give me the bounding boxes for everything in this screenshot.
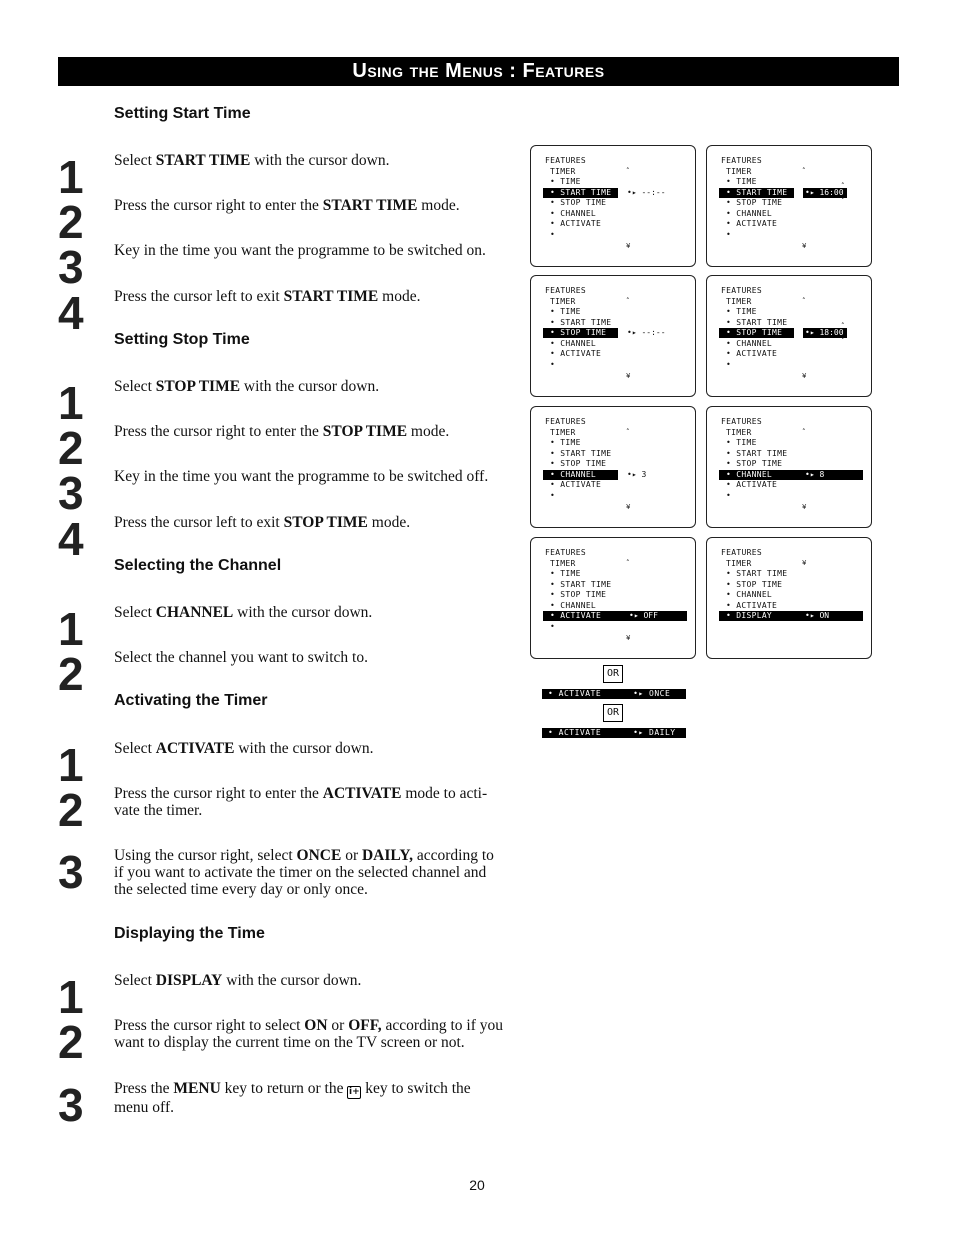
step-text <box>114 468 504 485</box>
scroll-down-icon: ¥ <box>626 242 631 250</box>
osd-menu-item: • <box>550 359 556 369</box>
osd-menu-item: • CHANNEL <box>543 470 618 480</box>
step-text <box>114 514 504 531</box>
step-plain-text: Select the channel you want to switch to. <box>114 649 368 666</box>
bar-item-label: • ACTIVATE <box>548 728 602 737</box>
osd-menu-item: • CHANNEL <box>550 338 597 348</box>
step-number: 2 <box>58 196 84 248</box>
osd-value-text: 16:00 <box>819 187 844 197</box>
cursor-right-icon: •▸ <box>601 689 650 698</box>
step-text-part: Press the cursor right to enter the <box>114 197 323 214</box>
osd-menu-item: • START TIME <box>726 448 788 458</box>
step-text <box>114 972 504 989</box>
scroll-down-icon: ¥ <box>626 634 631 642</box>
step-number: 3 <box>58 467 84 519</box>
scroll-down-icon: ¥ <box>626 372 631 380</box>
scroll-up-icon: ˄ <box>626 166 630 175</box>
step-text-part: mode. <box>407 423 450 440</box>
step-bold-term: START TIME <box>283 288 379 305</box>
osd-subtitle: TIMER <box>550 296 576 306</box>
step-text-part: Select <box>114 604 156 621</box>
step-bold-term: STOP TIME <box>283 514 368 531</box>
osd-menu-item: • ACTIVATE <box>726 219 778 228</box>
step-text-part: key to return or the <box>220 1080 348 1097</box>
step-number: 2 <box>58 1016 84 1068</box>
down-arrow-icon: ˅ <box>841 337 845 345</box>
or-label: OR <box>603 665 623 683</box>
cursor-right-icon: •▸ <box>805 469 820 479</box>
osd-menu-item: • ACTIVATE <box>550 349 602 358</box>
step-text-part: according to if you want to activate the timer on the selected channel and the selected time every day or only once. <box>114 847 494 898</box>
osd-value-text: --:-- <box>641 328 666 337</box>
page-number: 20 <box>469 1177 485 1193</box>
osd-screen <box>706 145 872 267</box>
osd-menu-item: • <box>550 490 556 500</box>
step-text-part: Press the cursor right to enter the <box>114 785 323 802</box>
step-bold-term: DISPLAY <box>155 972 223 989</box>
step-plain-text: Key in the time you want the programme to be switched off. <box>114 468 489 485</box>
cursor-right-icon: •▸ <box>805 187 820 197</box>
step-bold-term: OFF, <box>348 1017 382 1034</box>
step-bold-term: MENU <box>173 1080 221 1097</box>
step-number: 1 <box>58 151 84 203</box>
step-text <box>114 604 504 621</box>
osd-menu-item: • CHANNEL <box>726 590 773 599</box>
step-text-part: Using the cursor right, select <box>114 847 297 864</box>
osd-subtitle: TIMER <box>550 427 576 437</box>
step-bold-term: ONCE <box>296 847 342 864</box>
step-text <box>114 1080 504 1116</box>
osd-value <box>803 470 849 480</box>
step-text-part: with the cursor down. <box>250 152 390 169</box>
step-text-part: Select <box>114 740 156 757</box>
osd-menu-item: • <box>726 229 732 239</box>
step-number: 2 <box>58 784 84 836</box>
osd-menu-item: • ACTIVATE <box>550 219 602 228</box>
osd-menu-item: • <box>726 359 732 369</box>
up-arrow-icon: ˄ <box>841 181 845 190</box>
osd-menu-item: • CHANNEL <box>550 600 597 610</box>
osd-value <box>803 611 849 621</box>
osd-screen <box>530 537 696 659</box>
osd-screen <box>706 406 872 528</box>
osd-menu-item: • STOP TIME <box>550 590 607 599</box>
osd-menu-item: • START TIME <box>719 188 794 198</box>
osd-value <box>625 188 667 198</box>
osd-menu-item: • TIME <box>726 307 757 316</box>
step-text-part: with the cursor down. <box>234 740 374 757</box>
osd-subtitle: TIMER <box>726 166 752 176</box>
step-bold-term: DAILY, <box>361 847 413 864</box>
scroll-up-icon: ˄ <box>626 296 630 305</box>
osd-value-text: --:-- <box>641 187 666 197</box>
cursor-right-icon: •▸ <box>805 611 820 620</box>
step-text <box>114 740 504 757</box>
step-bold-term: STOP TIME <box>322 423 408 440</box>
bar-value-label: DAILY <box>649 728 676 737</box>
osd-screen <box>530 145 696 267</box>
scroll-up-icon: ˄ <box>802 166 806 175</box>
osd-value-text: 8 <box>819 469 825 479</box>
step-bold-term: CHANNEL <box>155 604 234 621</box>
osd-menu-item: • STOP TIME <box>726 459 783 468</box>
step-number: 4 <box>58 287 84 339</box>
scroll-down-icon: ¥ <box>802 503 807 511</box>
step-text-part: key to switch the menu off. <box>114 1080 471 1116</box>
scroll-up-icon: ˄ <box>626 427 630 436</box>
step-text-part: Press the <box>114 1080 174 1097</box>
activate-option-bar <box>542 728 686 738</box>
osd-menu-item: • TIME <box>726 438 757 447</box>
osd-screen <box>530 406 696 528</box>
step-text <box>114 649 504 666</box>
osd-title: FEATURES <box>721 286 762 295</box>
osd-value-text: 3 <box>641 469 647 479</box>
osd-menu-item: • STOP TIME <box>550 198 607 207</box>
step-text <box>114 242 504 259</box>
step-bold-term: ACTIVATE <box>155 740 235 757</box>
step-number: 2 <box>58 648 84 700</box>
down-arrow-icon: ˅ <box>841 196 845 205</box>
osd-menu-item: • ACTIVATE <box>726 600 778 610</box>
osd-title: FEATURES <box>721 156 762 165</box>
step-text-part: or <box>341 847 362 864</box>
cursor-right-icon: •▸ <box>805 328 820 337</box>
osd-menu-item: • <box>726 490 732 500</box>
step-bold-term: START TIME <box>155 152 251 169</box>
osd-title: FEATURES <box>545 156 586 165</box>
step-text-part: with the cursor down. <box>222 972 362 989</box>
cursor-right-icon: •▸ <box>627 469 642 479</box>
osd-value-text: ON <box>819 611 830 620</box>
osd-menu-item: • TIME <box>550 307 581 316</box>
info-key-icon: i+ <box>349 1087 360 1097</box>
scroll-up-icon: ˄ <box>802 427 806 436</box>
step-text <box>114 288 504 305</box>
step-bold-term: ON <box>304 1017 328 1034</box>
osd-title: FEATURES <box>545 548 586 557</box>
step-text-part: mode. <box>378 288 421 305</box>
osd-subtitle: TIMER <box>550 558 576 568</box>
step-number: 3 <box>58 846 84 898</box>
step-text <box>114 197 504 214</box>
activate-option-bar <box>542 689 686 699</box>
step-text-part: mode to acti-vate the timer. <box>114 785 488 819</box>
step-bold-term: STOP TIME <box>155 378 241 395</box>
step-text <box>114 1017 504 1051</box>
osd-menu-item: • CHANNEL <box>550 208 597 218</box>
osd-menu-item: • DISPLAY <box>719 611 863 621</box>
osd-menu-item: • ACTIVATE <box>543 611 687 621</box>
osd-subtitle: TIMER <box>726 427 752 437</box>
step-bold-term: ACTIVATE <box>322 785 402 802</box>
step-number: 1 <box>58 377 84 429</box>
step-number: 1 <box>58 739 84 791</box>
step-text <box>114 378 504 395</box>
scroll-down-icon: ¥ <box>802 372 807 380</box>
osd-menu-item: • START TIME <box>550 448 612 458</box>
osd-menu-item: • CHANNEL <box>719 470 863 480</box>
step-number: 1 <box>58 603 84 655</box>
step-number: 3 <box>58 1079 84 1131</box>
cursor-right-icon: •▸ <box>627 328 642 337</box>
osd-menu-item: • TIME <box>550 569 581 578</box>
osd-menu-item: • START TIME <box>550 579 612 589</box>
step-text <box>114 152 504 169</box>
step-text-part: Select <box>114 378 156 395</box>
step-text <box>114 847 504 898</box>
osd-subtitle: TIMER <box>726 296 752 306</box>
step-text-part: according to if you want to display the current time on the TV screen or not. <box>114 1017 504 1051</box>
step-number: 3 <box>58 241 84 293</box>
step-text-part: Select <box>114 152 156 169</box>
osd-menu-item: • CHANNEL <box>726 338 773 348</box>
osd-screen <box>706 275 872 397</box>
osd-value <box>627 611 673 621</box>
page-banner: Using the Menus : Features <box>58 57 899 86</box>
step-text <box>114 423 504 440</box>
scroll-up-icon: ˄ <box>802 296 806 305</box>
osd-title: FEATURES <box>721 417 762 426</box>
step-text-part: mode. <box>417 197 460 214</box>
section-heading: Activating the Timer <box>114 692 268 709</box>
osd-menu-item: • TIME <box>550 177 581 186</box>
section-heading: Selecting the Channel <box>114 557 282 574</box>
step-text-part: Press the cursor left to exit <box>114 514 284 531</box>
osd-title: FEATURES <box>721 548 762 557</box>
osd-menu-item: • START TIME <box>550 317 612 327</box>
osd-menu-item: • STOP TIME <box>719 328 794 338</box>
osd-screen <box>706 537 872 659</box>
step-text-part: Press the cursor left to exit <box>114 288 284 305</box>
osd-menu-item: • <box>550 229 556 239</box>
osd-value-text: OFF <box>643 611 658 620</box>
osd-menu-item: • ACTIVATE <box>550 480 602 489</box>
cursor-right-icon: •▸ <box>601 728 650 737</box>
osd-value <box>625 328 667 338</box>
bar-value-label: ONCE <box>649 689 671 698</box>
osd-subtitle: TIMER <box>550 166 576 176</box>
osd-menu-item: • CHANNEL <box>726 208 773 218</box>
scroll-up-icon: ˄ <box>626 558 630 567</box>
osd-value <box>625 470 667 480</box>
osd-value-text: 18:00 <box>819 328 844 337</box>
osd-subtitle: TIMER <box>726 558 752 568</box>
step-text-part: Press the cursor right to select <box>114 1017 305 1034</box>
osd-menu-item: • ACTIVATE <box>726 349 778 358</box>
osd-menu-item: • STOP TIME <box>726 579 783 589</box>
osd-menu-item: • STOP TIME <box>543 328 618 338</box>
osd-title: FEATURES <box>545 417 586 426</box>
osd-menu-item: • ACTIVATE <box>726 480 778 489</box>
step-bold-term: START TIME <box>322 197 418 214</box>
or-label: OR <box>603 704 623 722</box>
bar-item-label: • ACTIVATE <box>548 689 602 698</box>
osd-menu-item: • TIME <box>726 177 757 186</box>
section-heading: Setting Stop Time <box>114 331 250 348</box>
section-heading: Setting Start Time <box>114 105 251 122</box>
up-arrow-icon: ˄ <box>841 322 845 330</box>
osd-title: FEATURES <box>545 286 586 295</box>
step-text-part: Press the cursor right to enter the <box>114 423 323 440</box>
step-number: 1 <box>58 971 84 1023</box>
section-heading: Displaying the Time <box>114 925 265 942</box>
cursor-right-icon: •▸ <box>627 187 642 197</box>
scroll-down-icon: ¥ <box>626 503 631 511</box>
step-text-part: mode. <box>367 514 411 531</box>
osd-menu-item: • STOP TIME <box>726 198 783 207</box>
osd-screen <box>530 275 696 397</box>
osd-menu-item: • <box>550 621 556 631</box>
step-text-part: Select <box>114 972 156 989</box>
step-number: 4 <box>58 513 84 565</box>
step-text-part: or <box>327 1017 349 1034</box>
step-text-part: with the cursor down. <box>240 378 380 395</box>
scroll-down-icon: ¥ <box>802 242 807 250</box>
step-plain-text: Key in the time you want the programme to be switched on. <box>114 242 486 259</box>
osd-menu-item: • TIME <box>550 438 581 447</box>
step-number: 2 <box>58 422 84 474</box>
step-text-part: with the cursor down. <box>233 604 373 621</box>
scroll-down-icon: ¥ <box>802 558 807 567</box>
cursor-right-icon: •▸ <box>629 611 644 620</box>
step-text <box>114 785 504 819</box>
osd-menu-item: • START TIME <box>543 188 618 198</box>
osd-menu-item: • START TIME <box>726 317 788 327</box>
osd-menu-item: • START TIME <box>726 569 788 578</box>
osd-menu-item: • STOP TIME <box>550 459 607 468</box>
